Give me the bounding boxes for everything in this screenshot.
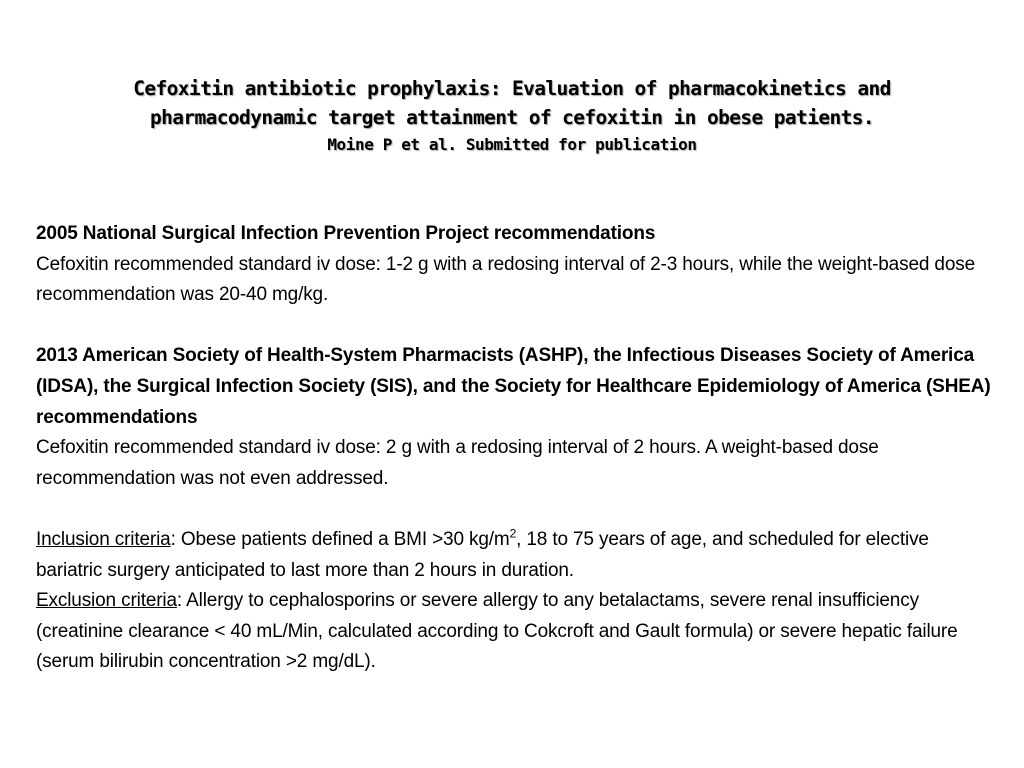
inclusion-criteria [36, 525, 996, 586]
section-2005 [36, 219, 996, 311]
section-2005-text: Cefoxitin recommended standard iv dose: 1-2 g with a redosing interval of 2-3 hours, while the weight-based dose recommendation was 20-40 mg/kg. [36, 253, 976, 306]
exclusion-criteria-text: : Allergy to cephalosporins or severe allergy to any betalactams, severe renal insufficiency (creatinine clearance < 40 mL/Min, calculated according to Cokcroft and Gault formula) or severe hepatic failure (serum bilirubin concentration >2 mg/dL). [36, 590, 958, 673]
section-2005-heading: 2005 National Surgical Infection Prevention Project recommendations [36, 223, 656, 244]
inclusion-criteria-superscript: 2 [509, 526, 517, 541]
inclusion-criteria-label: Inclusion criteria [36, 528, 171, 550]
title-line-2: pharmacodynamic target attainment of cefoxitin in obese patients. [149, 106, 875, 129]
title-block [20, 74, 1004, 157]
citation: Moine P et al. Submitted for publication [327, 135, 697, 154]
inclusion-criteria-text-a: : Obese patients defined a BMI >30 kg/m [170, 528, 510, 550]
title-line-1: Cefoxitin antibiotic prophylaxis: Evaluation of pharmacokinetics and [133, 77, 891, 100]
spacer [36, 311, 996, 342]
section-2013 [36, 341, 996, 494]
spacer [36, 494, 996, 525]
inclusion-criteria-text-b: , 18 to 75 years of age, and scheduled for elective bariatric surgery anticipated to last more than 2 hours in duration. [36, 528, 929, 581]
body-text [36, 219, 996, 678]
section-2013-text: Cefoxitin recommended standard iv dose: 2 g with a redosing interval of 2 hours. A weight-based dose recommendation was not even addressed. [36, 437, 879, 489]
exclusion-criteria-label: Exclusion criteria [36, 590, 177, 612]
section-2013-heading: 2013 American Society of Health-System Pharmacists (ASHP), the Infectious Diseases Society of America (IDSA), the Surgical Infection Society (SIS), and the Society for Healthcare Epidemiology of America (SHEA) recommendations [36, 345, 991, 428]
exclusion-criteria [36, 586, 996, 678]
